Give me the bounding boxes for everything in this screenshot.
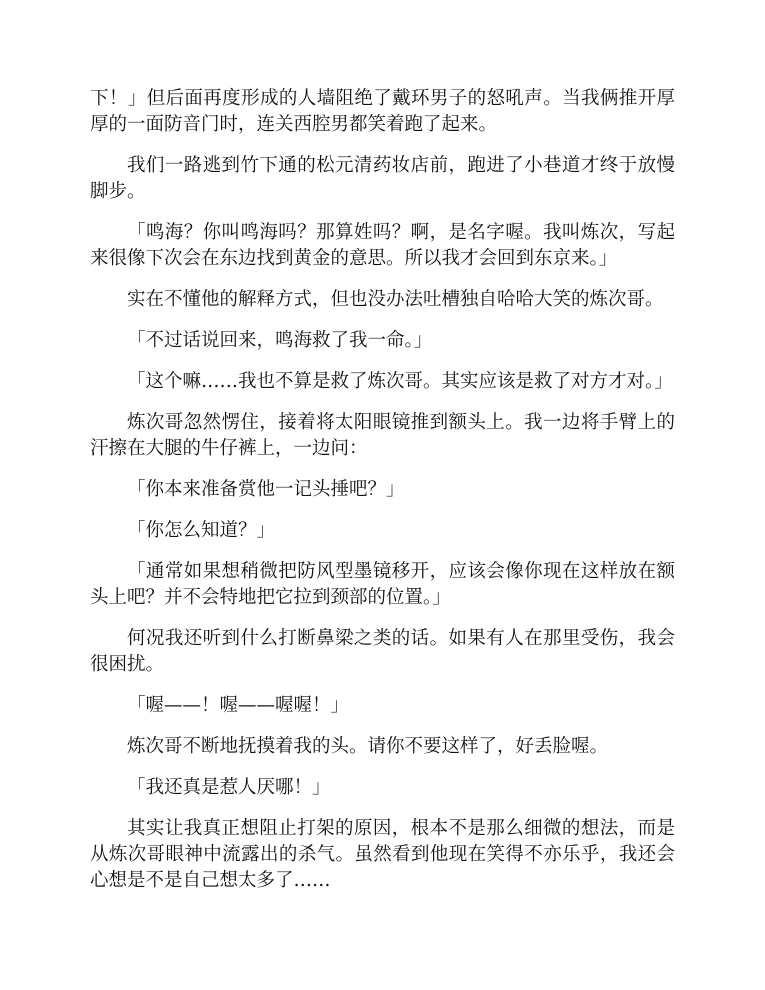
paragraph-4: 实在不懂他的解释方式，但也没办法吐槽独自哈哈大笑的炼次哥。 <box>127 289 664 310</box>
paragraph-9: 「你怎么知道？」 <box>127 520 276 541</box>
book-page <box>90 86 675 909</box>
paragraph-14: 「我还真是惹人厌哪！」 <box>127 777 331 798</box>
paragraph-11: 何况我还听到什么打断鼻梁之类的话。如果有人在那里受伤，我会很困扰。 <box>90 628 675 675</box>
paragraph-3: 「鸣海？你叫鸣海吗？那算姓吗？啊，是名字喔。我叫炼次，写起来很像下次会在东边找到黄金的意思。所以我才会回到东京来。」 <box>90 222 675 269</box>
paragraph-7: 炼次哥忽然愣住，接着将太阳眼镜推到额头上。我一边将手臂上的汗擦在大腿的牛仔裤上，一边问： <box>90 412 675 459</box>
paragraph-12: 「喔——！喔——喔喔！」 <box>127 695 350 716</box>
paragraph-2: 我们一路逃到竹下通的松元清药妆店前，跑进了小巷道才终于放慢脚步。 <box>90 155 675 202</box>
paragraph-1: 下！」但后面再度形成的人墙阻绝了戴环男子的怒吼声。当我俩推开厚厚的一面防音门时，连关西腔男都笑着跑了起来。 <box>90 88 675 135</box>
paragraph-8: 「你本来准备赏他一记头捶吧？」 <box>127 479 405 500</box>
paragraph-5: 「不过话说回来，鸣海救了我一命。」 <box>127 330 433 351</box>
paragraph-10: 「通常如果想稍微把防风型墨镜移开，应该会像你现在这样放在额头上吧？并不会特地把它拉到颈部的位置。」 <box>90 561 675 608</box>
paragraph-13: 炼次哥不断地抚摸着我的头。请你不要这样了，好丢脸喔。 <box>127 736 609 757</box>
paragraph-15: 其实让我真正想阻止打架的原因，根本不是那么细微的想法，而是从炼次哥眼神中流露出的杀气。虽然看到他现在笑得不亦乐乎，我还会心想是不是自己想太多了…… <box>90 818 675 891</box>
paragraph-6: 「这个嘛……我也不算是救了炼次哥。其实应该是救了对方才对。」 <box>127 371 673 392</box>
